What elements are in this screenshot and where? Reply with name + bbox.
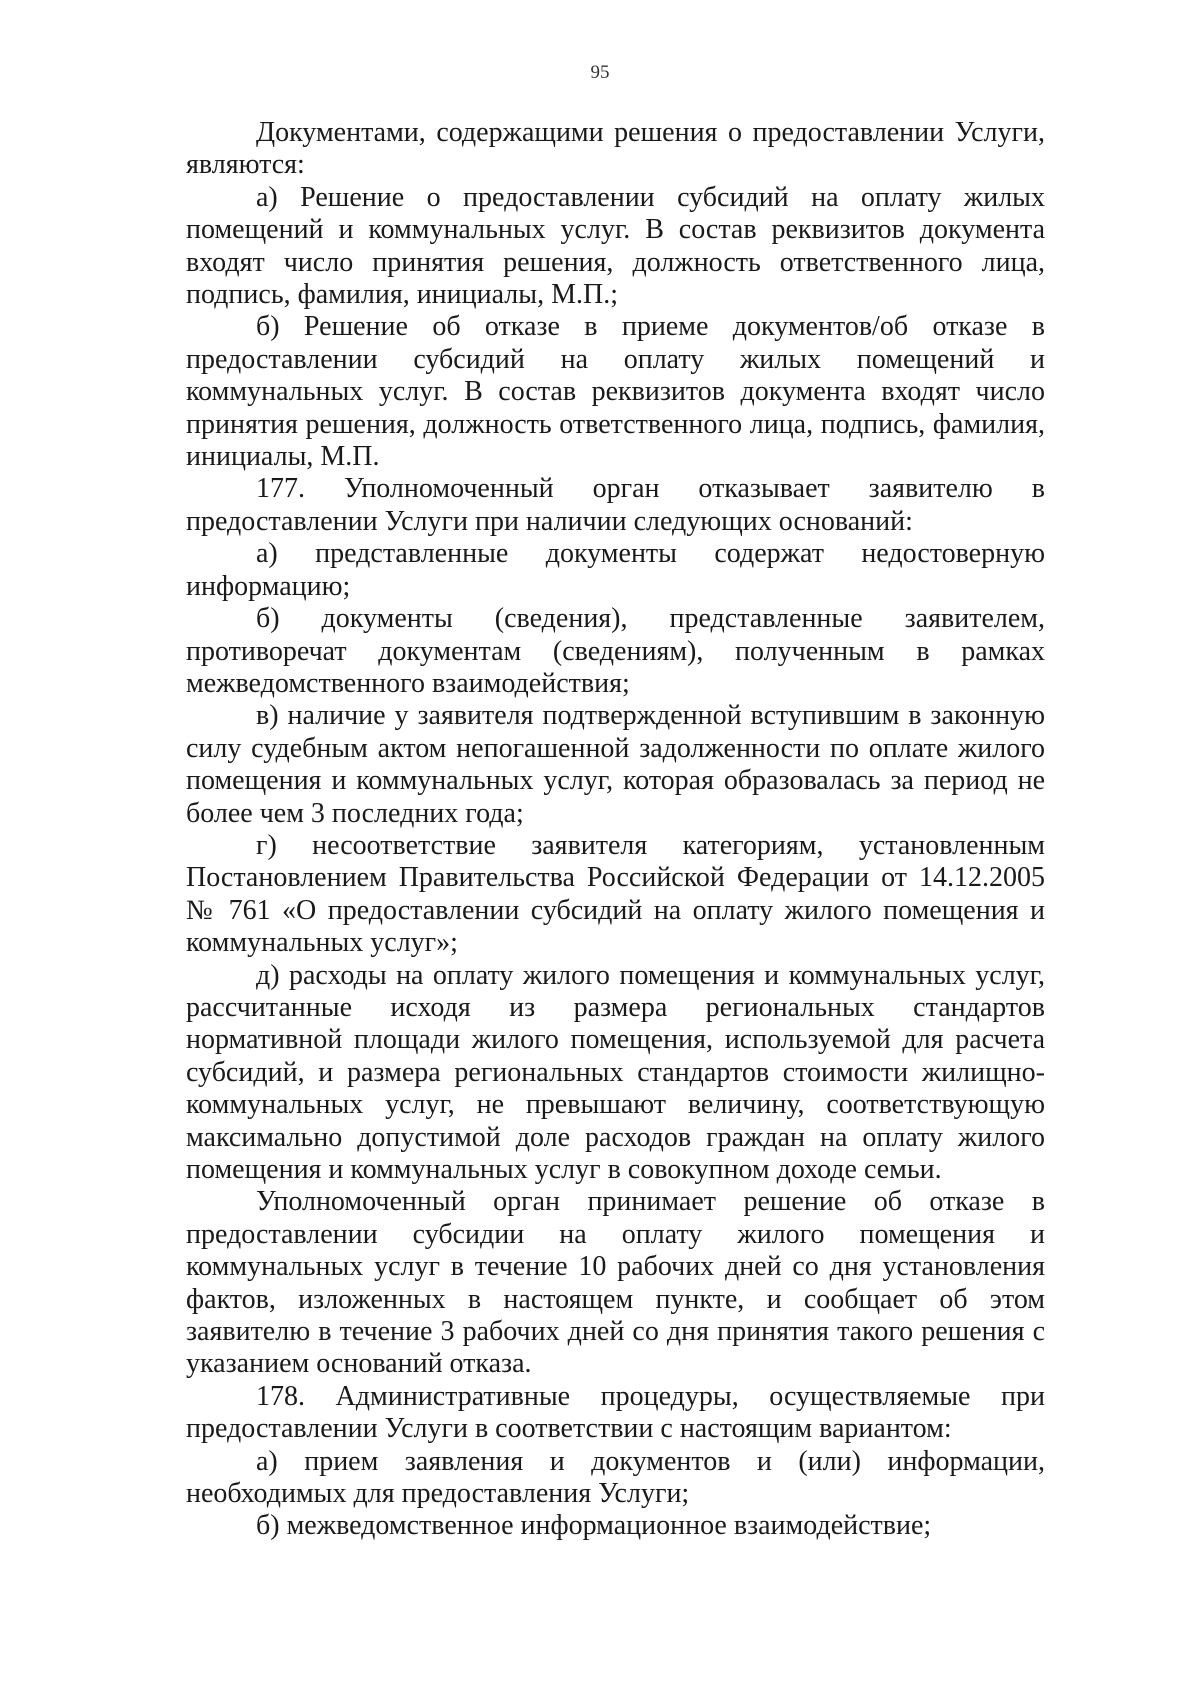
paragraph-177-b: б) документы (сведения), представленные заявителем, противоречат документам (сведениям), полученным в рамках межведомственного взаимодействия; xyxy=(186,603,1045,699)
paragraph-178-b: б) межведомственное информационное взаимодействие; xyxy=(256,1510,932,1542)
paragraph-177-a: а) представленные документы содержат недостоверную информацию; xyxy=(186,538,1045,602)
paragraph-177: 177. Уполномоченный орган отказывает заявителю в предоставлении Услуги при наличии следующих оснований: xyxy=(186,473,1045,537)
paragraph-178-a: а) прием заявления и документов и (или) информации, необходимых для предоставления Услуги; xyxy=(186,1445,1045,1510)
document-body xyxy=(186,117,1045,1543)
paragraph-177-v: в) наличие у заявителя подтвержденной вступившим в законную силу судебным актом непогашенной задолженности по оплате жилого помещения и коммунальных услуг, которая образовалась за период не более чем 3 последних года; xyxy=(186,700,1045,829)
page-number: 95 xyxy=(590,62,610,83)
paragraph-decision-grant: а) Решение о предоставлении субсидий на оплату жилых помещений и коммунальных услуг. В состав реквизитов документа входят число принятия решения, должность ответственного лица, подпись, фамилия, инициалы, М.П.; xyxy=(186,181,1045,311)
paragraph-178: 178. Административные процедуры, осуществляемые при предоставлении Услуги в соответствии с настоящим вариантом: xyxy=(186,1380,1045,1445)
paragraph-intro: Документами, содержащими решения о предоставлении Услуги, являются: xyxy=(186,117,1045,181)
paragraph-decision-refusal: б) Решение об отказе в приеме документов/об отказе в предоставлении субсидий на оплату жилых помещений и коммунальных услуг. В состав реквизитов документа входят число принятия решения, должность ответственного лица, подпись, фамилия, инициалы, М.П. xyxy=(186,311,1045,473)
paragraph-177-g: г) несоответствие заявителя категориям, установленным Постановлением Правительства Российской Федерации от 14.12.2005 № 761 «О предоставлении субсидий на оплату жилого помещения и коммунальных услуг»; xyxy=(186,829,1045,959)
paragraph-177-d: д) расходы на оплату жилого помещения и коммунальных услуг, рассчитанные исходя из размера региональных стандартов нормативной площади жилого помещения, используемой для расчета субсидий, и размера региональных стандартов стоимости жилищно-коммунальных услуг, не превышают величину, соответствующую максимально допустимой доле расходов граждан на оплату жилого помещения и коммунальных услуг в совокупном доходе семьи. xyxy=(186,959,1045,1185)
paragraph-refusal-term: Уполномоченный орган принимает решение об отказе в предоставлении субсидии на оплату жилого помещения и коммунальных услуг в течение 10 рабочих дней со дня установления фактов, изложенных в настоящем пункте, и сообщает об этом заявителю в течение 3 рабочих дней со дня принятия такого решения с указанием оснований отказа. xyxy=(186,1186,1045,1380)
